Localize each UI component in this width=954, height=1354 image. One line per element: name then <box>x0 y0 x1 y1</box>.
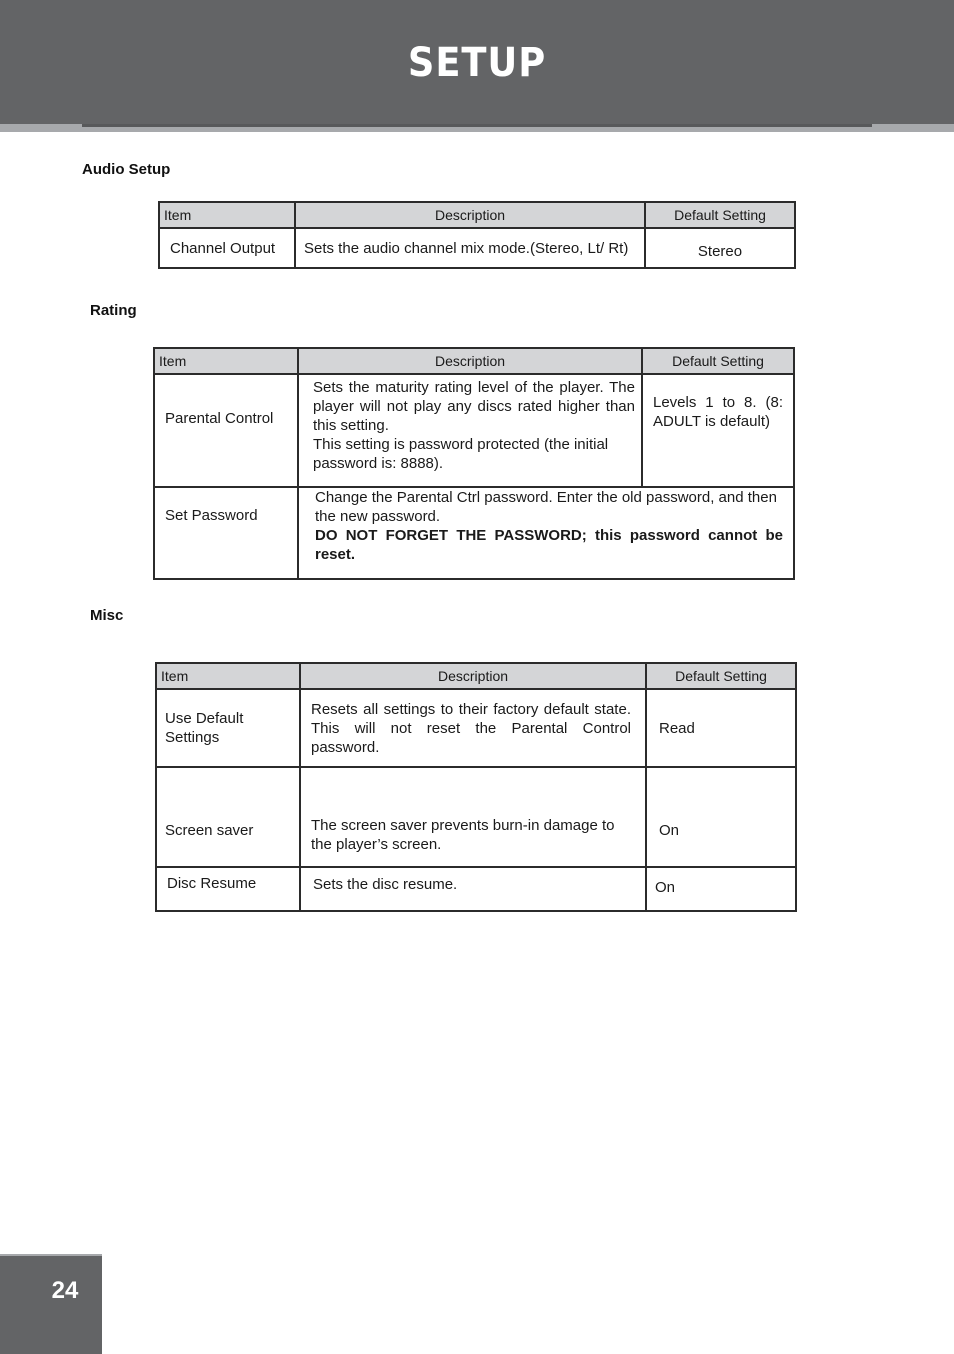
cell-default: Levels 1 to 8. (8: ADULT is default) <box>642 374 794 487</box>
cell-item: Set Password <box>154 487 298 579</box>
section-title-rating: Rating <box>90 302 137 319</box>
password-warning: DO NOT FORGET THE PASSWORD; this password cannot be reset. <box>315 527 783 563</box>
col-header-description: Description <box>298 348 642 374</box>
col-header-item: Item <box>154 348 298 374</box>
cell-description: Sets the audio channel mix mode.(Stereo, Lt/ Rt) <box>295 228 645 268</box>
cell-default: On <box>646 767 796 867</box>
section-title-misc: Misc <box>90 607 124 624</box>
cell-description: Sets the disc resume. <box>300 867 646 911</box>
cell-description: Resets all settings to their factory default state. This will not reset the Parental Control password. <box>300 689 646 767</box>
page-title: SETUP <box>407 40 547 86</box>
rating-table <box>153 347 795 580</box>
header-rule-accent <box>82 124 872 127</box>
cell-default: Stereo <box>645 228 795 268</box>
cell-default: Read <box>646 689 796 767</box>
table-row <box>156 767 796 867</box>
cell-item: Channel Output <box>159 228 295 268</box>
description-text: Change the Parental Ctrl password. Enter the old password, and then the new password. <box>315 489 777 525</box>
table-row <box>154 487 794 579</box>
cell-description: The screen saver prevents burn-in damage to the player’s screen. <box>300 767 646 867</box>
col-header-item: Item <box>156 663 300 689</box>
cell-item: Parental Control <box>154 374 298 487</box>
col-header-default: Default Setting <box>646 663 796 689</box>
col-header-default: Default Setting <box>645 202 795 228</box>
table-row <box>154 374 794 487</box>
cell-default: On <box>646 867 796 911</box>
cell-item: Use Default Settings <box>156 689 300 767</box>
cell-item: Disc Resume <box>156 867 300 911</box>
table-header-row <box>156 663 796 689</box>
table-row <box>156 689 796 767</box>
table-row <box>159 228 795 268</box>
table-header-row <box>154 348 794 374</box>
col-header-item: Item <box>159 202 295 228</box>
description-note: This setting is password protected (the initial password is: 8888). <box>313 436 609 472</box>
cell-description <box>298 374 642 487</box>
misc-table <box>155 662 797 912</box>
cell-description <box>298 487 794 579</box>
description-text: Sets the maturity rating level of the player. The player will not play any discs rated higher than this setting. <box>313 379 635 434</box>
table-header-row <box>159 202 795 228</box>
page-number: 24 <box>51 1277 79 1304</box>
cell-item: Screen saver <box>156 767 300 867</box>
table-row <box>156 867 796 911</box>
col-header-default: Default Setting <box>642 348 794 374</box>
col-header-description: Description <box>295 202 645 228</box>
section-title-audio: Audio Setup <box>82 161 171 178</box>
col-header-description: Description <box>300 663 646 689</box>
audio-setup-table <box>158 201 796 269</box>
